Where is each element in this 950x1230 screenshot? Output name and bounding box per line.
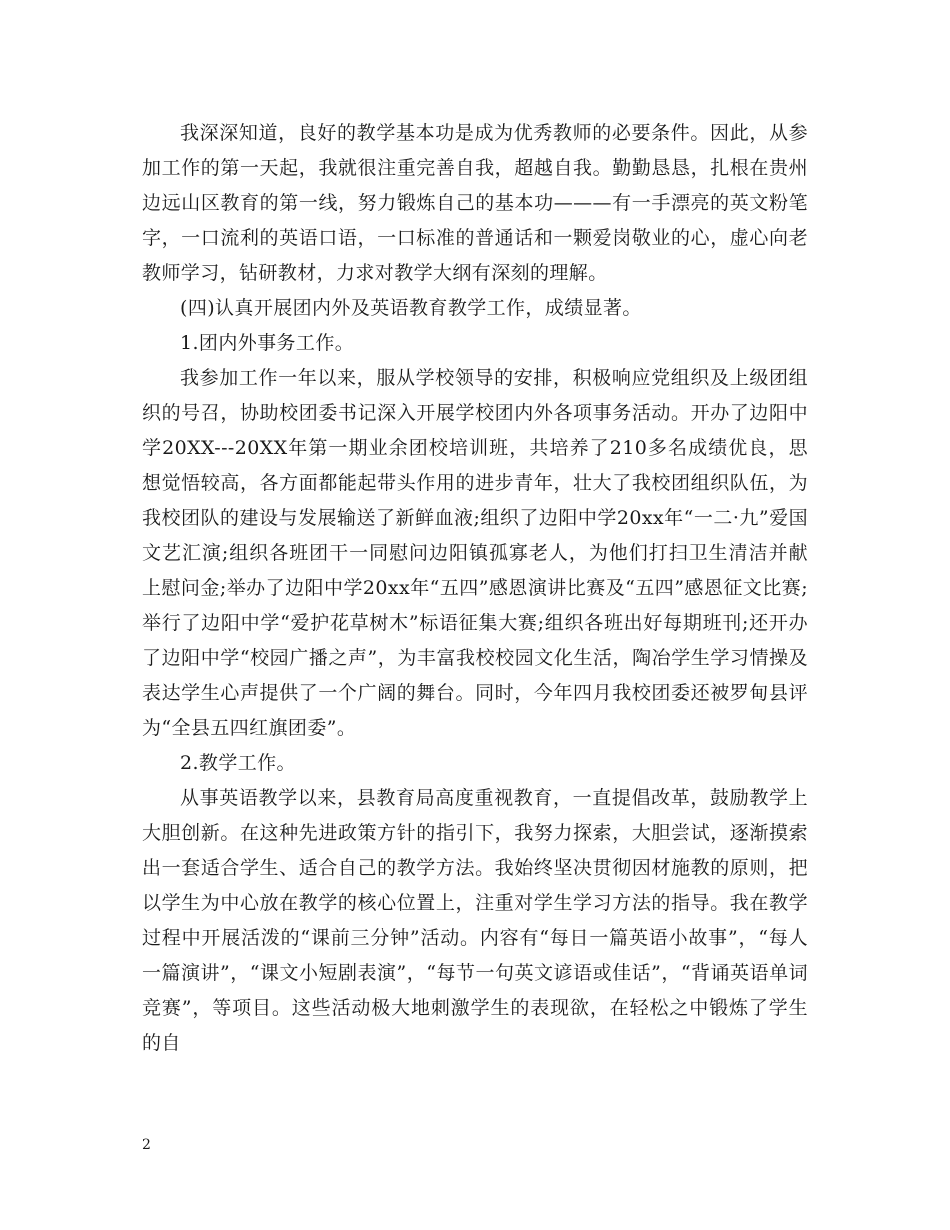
paragraph-teaching-skills: 我深深知道，良好的教学基本功是成为优秀教师的必要条件。因此，从参加工作的第一天起，我就很注重完善自我，超越自我。勤勤恳恳，扎根在贵州边远山区教育的第一线，努力锻炼自己的基本功———有一手漂亮的英文粉笔字，一口流利的英语口语，一口标准的普通话和一颗爱岗敬业的心，虚心向老教师学习，钻研教材，力求对教学大纲有深刻的理解。 [142, 122, 808, 284]
page-number: 2 [142, 1137, 151, 1153]
subheading-league-affairs: 1.团内外事务工作。 [180, 332, 355, 354]
paragraph-league-affairs: 我参加工作一年以来，服从学校领导的安排，积极响应党组织及上级团组织的号召，协助校团委书记深入开展学校团内外各项事务活动。开办了边阳中学20XX---20XX年第一期业余团校培训班，共培养了210多名成绩优良，思想觉悟较高，各方面都能起带头作用的进步青年，壮大了我校团组织队伍，为我校团队的建设与发展输送了新鲜血液;组织了边阳中学20xx年“一二·九”爱国文艺汇演;组织各班团干一同慰问边阳镇孤寡老人，为他们打扫卫生清洁并献上慰问金;举办了边阳中学20xx年“五四”感恩演讲比赛及“五四”感恩征文比赛;举行了边阳中学“爱护花草树木”标语征集大赛;组织各班出好每期班刊;还开办了边阳中学“校园广播之声”，为丰富我校校园文化生活，陶冶学生学习情操及表达学生心声提供了一个广阔的舞台。同时，今年四月我校团委还被罗甸县评为“全县五四红旗团委”。 [142, 367, 808, 739]
page-body [142, 116, 808, 1061]
section-heading-4: (四)认真开展团内外及英语教育教学工作，成绩显著。 [180, 297, 642, 319]
paragraph-teaching-work: 从事英语教学以来，县教育局高度重视教育，一直提倡改革，鼓励教学上大胆创新。在这种先进政策方针的指引下，我努力探索，大胆尝试，逐渐摸索出一套适合学生、适合自己的教学方法。我始终坚决贯彻因材施教的原则，把以学生为中心放在教学的核心位置上，注重对学生学习方法的指导。我在教学过程中开展活泼的“课前三分钟”活动。内容有“每日一篇英语小故事”，“每人一篇演讲”，“课文小短剧表演”，“每节一句英文谚语或佳话”，“背诵英语单词竞赛”，等项目。这些活动极大地刺激学生的表现欲，在轻松之中锻炼了学生的自 [142, 787, 808, 1054]
subheading-teaching-work: 2.教学工作。 [180, 752, 296, 774]
